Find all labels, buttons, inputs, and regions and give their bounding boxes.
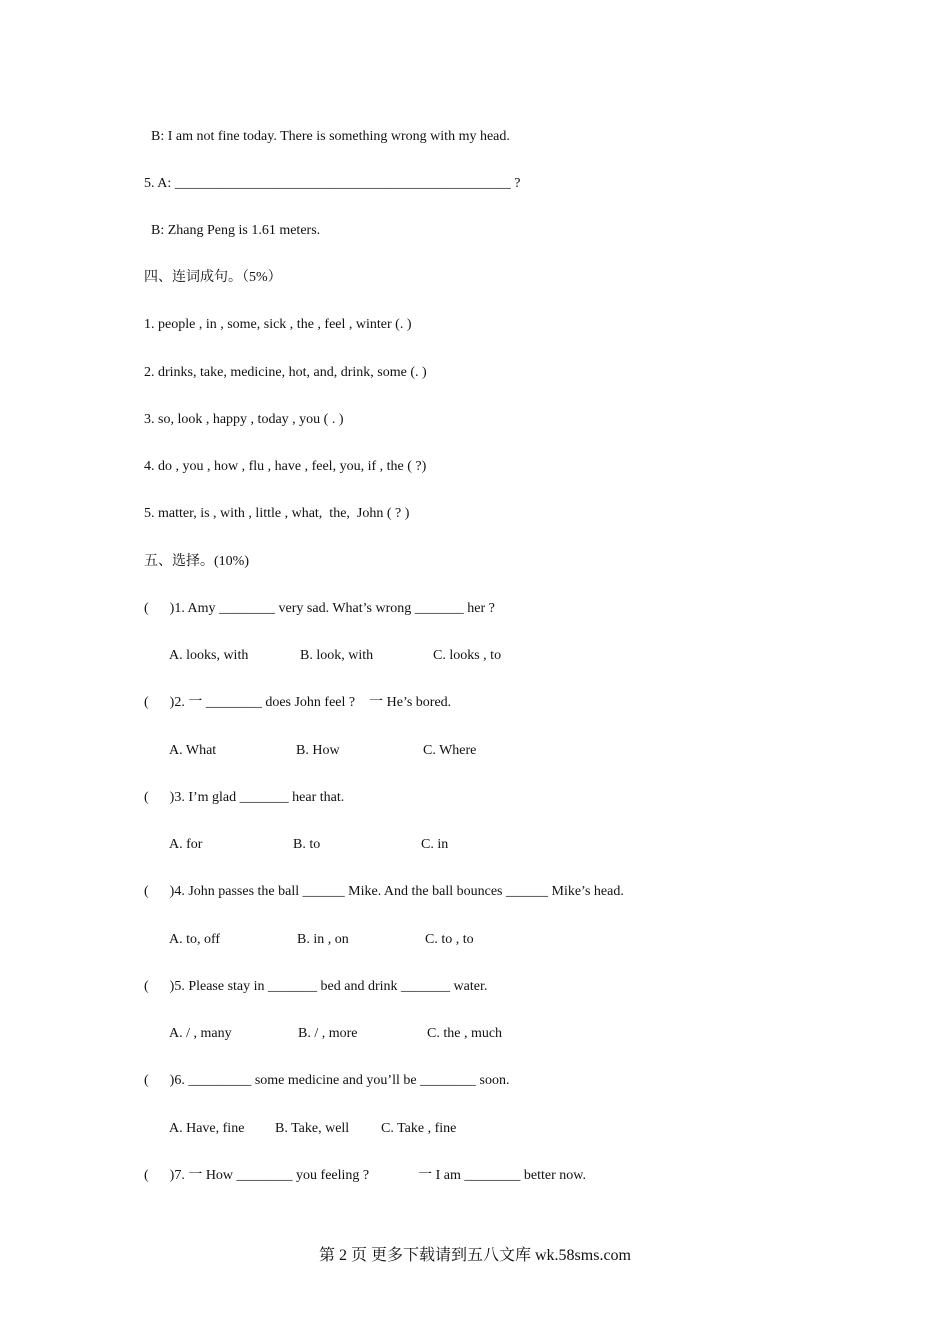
- question-3-option-a: A. for: [169, 837, 203, 852]
- question-5-option-b: B. / , more: [298, 1026, 358, 1041]
- question-3-option-b: B. to: [293, 837, 321, 852]
- question-1-option-a: A. looks, with: [169, 648, 249, 663]
- question-5-option-a: A. / , many: [169, 1026, 232, 1041]
- sentence-item-3: 3. so, look , happy , today , you ( . ): [144, 412, 344, 427]
- sentence-item-1: 1. people , in , some, sick , the , feel , winter (. ): [144, 317, 412, 332]
- dialogue-line-b4: B: I am not fine today. There is something wrong with my head.: [151, 129, 510, 144]
- question-4-option-c: C. to , to: [425, 932, 474, 947]
- question-4-option-b: B. in , on: [297, 932, 349, 947]
- page-footer: 第 2 页 更多下载请到五八文库 wk.58sms.com: [318, 1247, 631, 1264]
- question-1-option-c: C. looks , to: [433, 648, 502, 663]
- question-3-option-c: C. in: [421, 837, 449, 852]
- question-6-option-b: B. Take, well: [275, 1121, 350, 1136]
- section-four-heading: 四、连词成句。（5%）: [144, 270, 282, 285]
- question-6: ( )6. _________ some medicine and you’ll be ________ soon.: [144, 1073, 510, 1088]
- question-6-option-c: C. Take , fine: [381, 1121, 457, 1136]
- question-4-option-a: A. to, off: [169, 932, 221, 947]
- dialogue-line-b5: B: Zhang Peng is 1.61 meters.: [151, 223, 321, 238]
- sentence-item-5: 5. matter, is , with , little , what, the, John ( ? ): [144, 506, 410, 521]
- question-5: ( )5. Please stay in _______ bed and drink _______ water.: [144, 979, 488, 994]
- question-7: ( )7. 一 How ________ you feeling ? 一 I am ________ better now.: [144, 1168, 586, 1183]
- sentence-item-4: 4. do , you , how , flu , have , feel, you, if , the ( ?): [144, 459, 427, 474]
- dialogue-line-a5: 5. A: ________________________________________________ ?: [144, 176, 521, 191]
- question-6-option-a: A. Have, fine: [169, 1121, 245, 1136]
- question-1: ( )1. Amy ________ very sad. What’s wrong _______ her ?: [144, 601, 495, 616]
- section-five-heading: 五、选择。(10%): [144, 554, 249, 569]
- question-2: ( )2. 一 ________ does John feel ? 一 He’s bored.: [144, 695, 452, 710]
- question-5-option-c: C. the , much: [427, 1026, 503, 1041]
- sentence-item-2: 2. drinks, take, medicine, hot, and, drink, some (. ): [144, 365, 427, 380]
- question-2-option-b: B. How: [296, 743, 340, 758]
- question-2-option-c: C. Where: [423, 743, 477, 758]
- question-1-option-b: B. look, with: [300, 648, 374, 663]
- question-4: ( )4. John passes the ball ______ Mike. And the ball bounces ______ Mike’s head.: [144, 884, 624, 899]
- question-2-option-a: A. What: [169, 743, 217, 758]
- question-3: ( )3. I’m glad _______ hear that.: [144, 790, 345, 805]
